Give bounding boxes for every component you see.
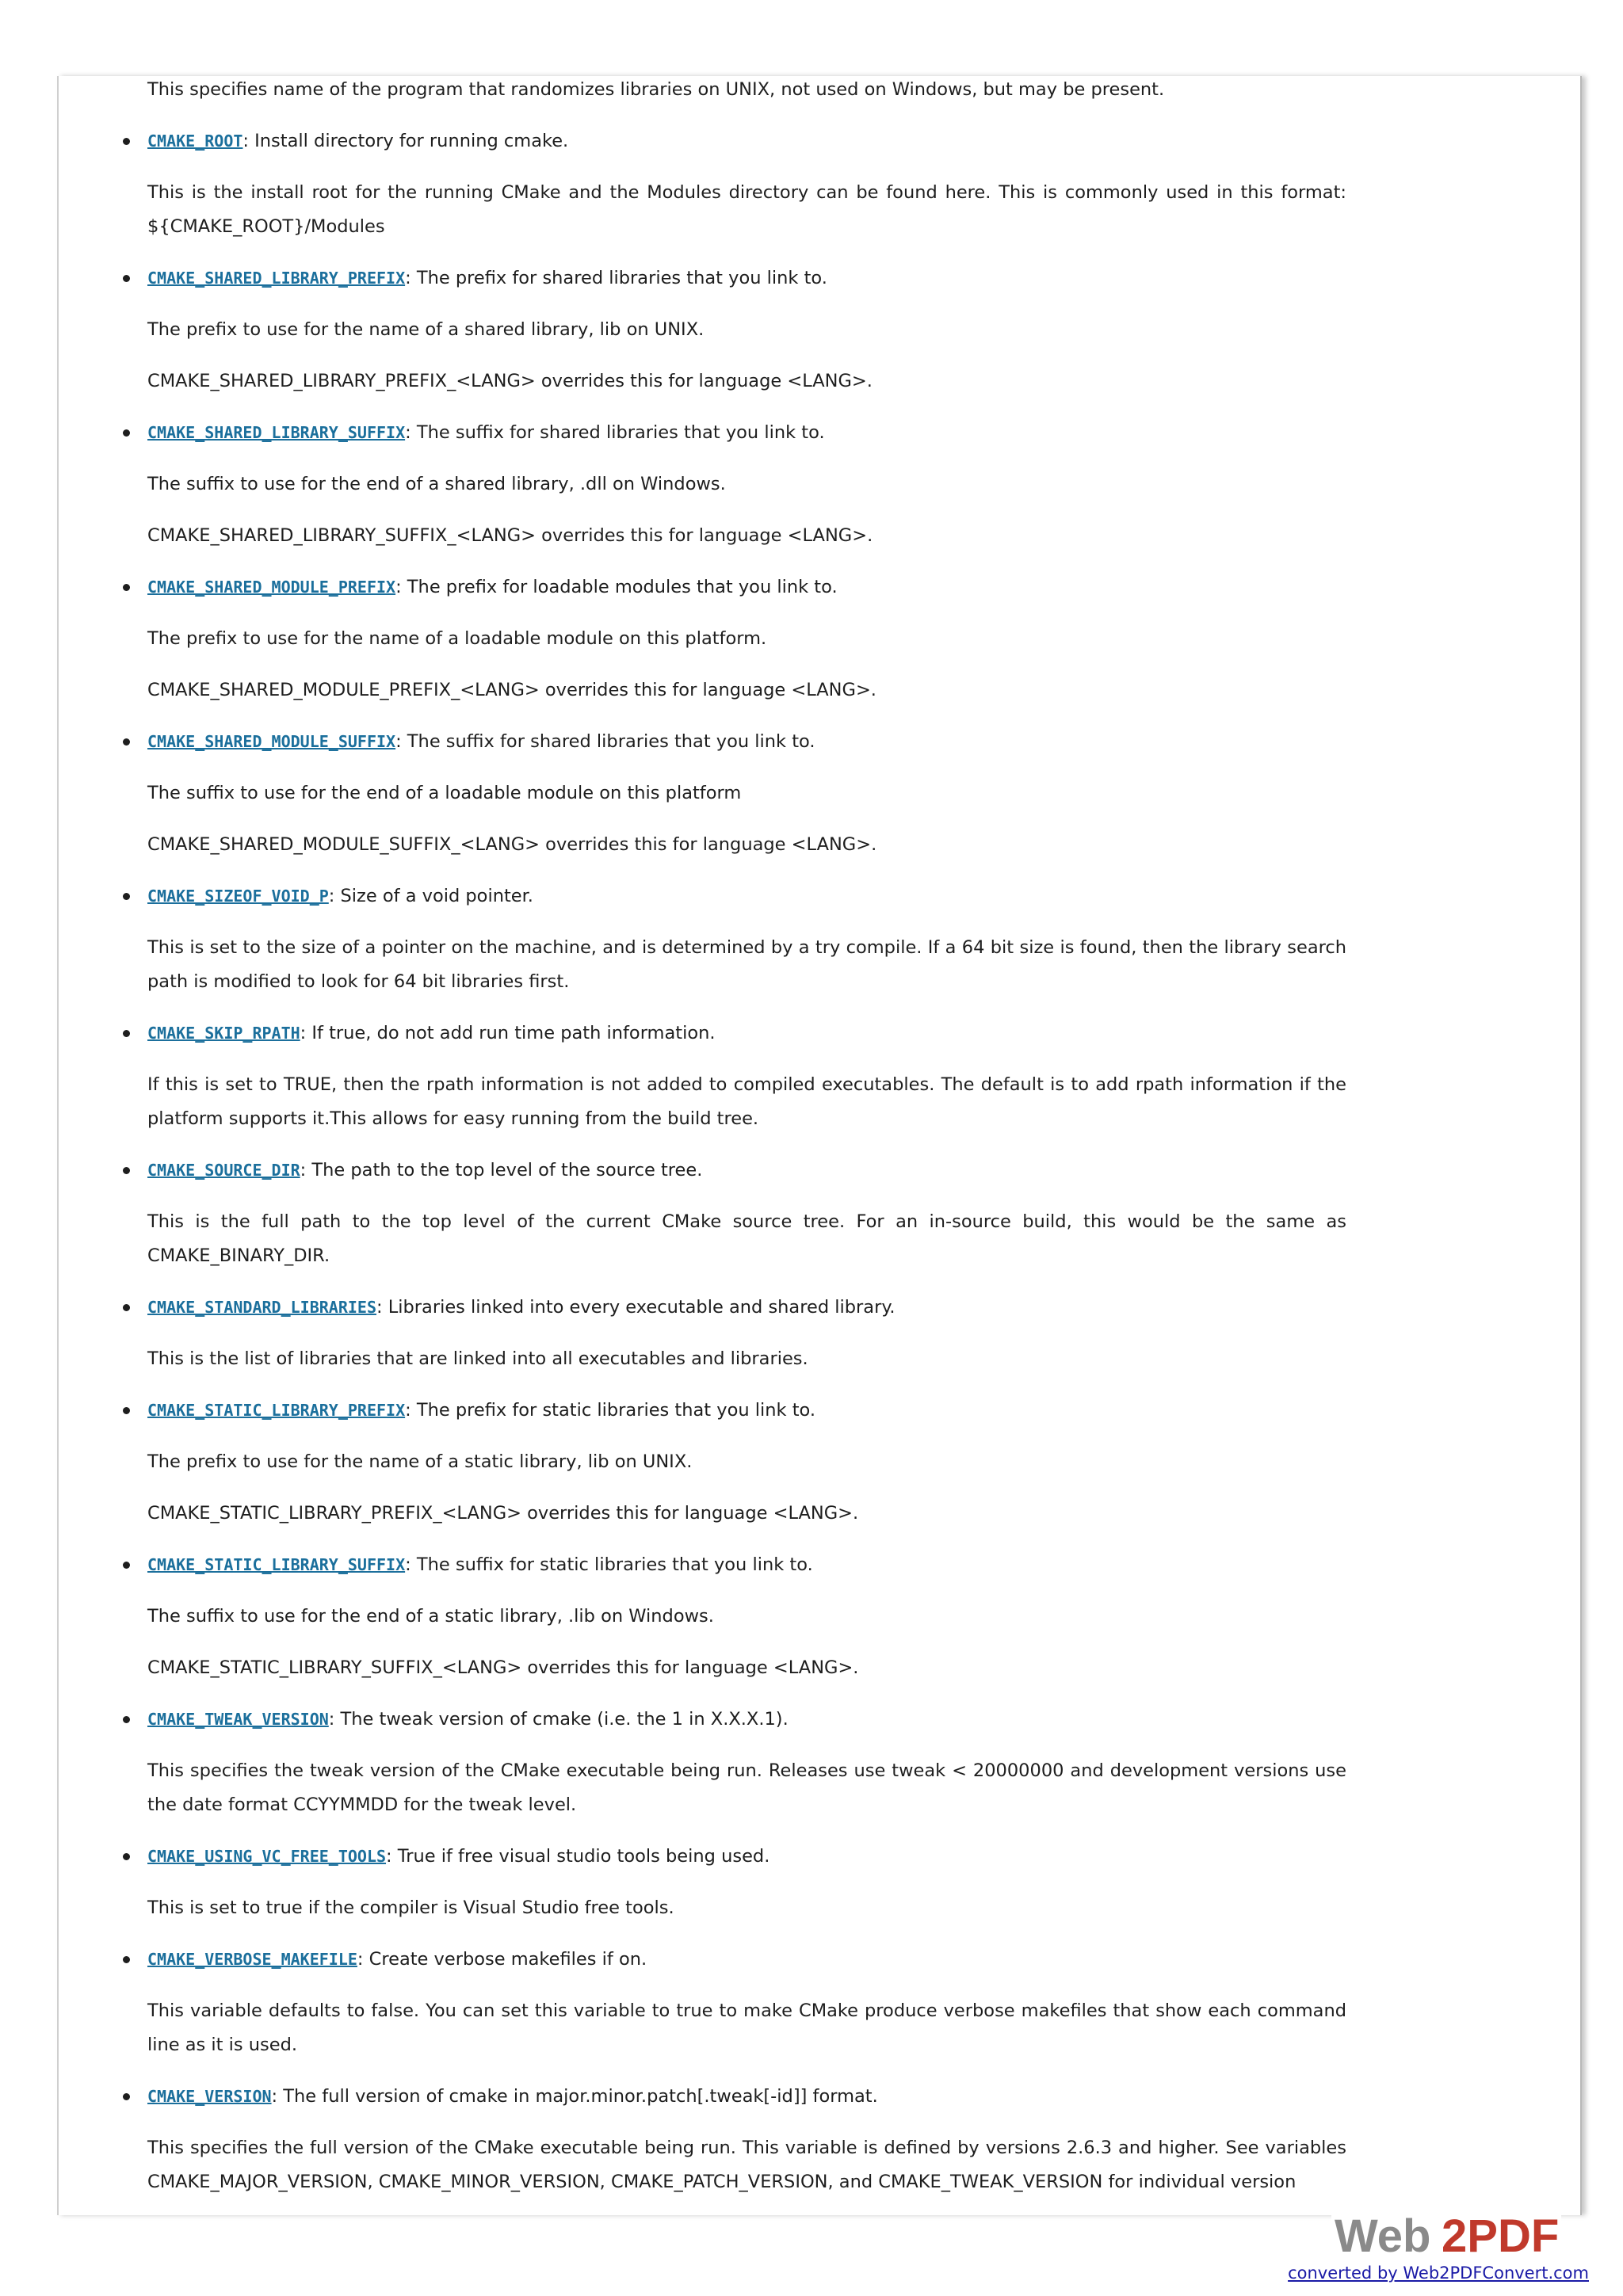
bullet-icon [123, 275, 130, 282]
variable-entry [147, 1840, 1346, 1925]
bullet-icon [123, 1562, 130, 1569]
variable-description: CMAKE_STATIC_LIBRARY_SUFFIX_<LANG> overrides this for language <LANG>. [147, 1657, 859, 1678]
variable-summary: : The tweak version of cmake (i.e. the 1 in X.X.X.1). [328, 1709, 789, 1730]
variable-entry [147, 416, 1346, 553]
variable-summary: : The full version of cmake in major.minor.patch[.tweak[-id]] format. [271, 2086, 878, 2107]
variable-summary: : Install directory for running cmake. [242, 131, 569, 151]
bullet-icon [123, 1167, 130, 1174]
variable-entry [147, 1394, 1346, 1531]
variable-heading [147, 1548, 1346, 1582]
variable-entry [147, 1703, 1346, 1822]
variable-heading [147, 124, 1346, 158]
variable-name-link[interactable]: CMAKE_VERBOSE_MAKEFILE [147, 1950, 357, 1969]
variable-name-link[interactable]: CMAKE_STANDARD_LIBRARIES [147, 1298, 376, 1317]
variable-summary: : The suffix for static libraries that you link to. [405, 1554, 813, 1575]
variable-description: This specifies the tweak version of the CMake executable being run. Releases use tweak < 20000000 and development versions use the date format CCYYMMDD for the tweak level. [147, 1760, 1346, 1815]
variable-name-link[interactable]: CMAKE_SHARED_LIBRARY_PREFIX [147, 269, 406, 288]
bullet-icon [123, 1030, 130, 1037]
variable-entry [147, 1943, 1346, 2062]
variable-heading [147, 261, 1346, 296]
bullet-icon [123, 738, 130, 746]
variable-summary: : Libraries linked into every executable and shared library. [376, 1297, 896, 1318]
bullet-icon [123, 893, 130, 900]
variable-description: This variable defaults to false. You can set this variable to true to make CMake produce verbose makefiles that show each command line as it is used. [147, 2000, 1346, 2055]
variable-description: The prefix to use for the name of a shared library, lib on UNIX. [147, 319, 705, 340]
variable-name-link[interactable]: CMAKE_STATIC_LIBRARY_SUFFIX [147, 1555, 406, 1574]
variable-description: This is set to true if the compiler is Visual Studio free tools. [147, 1897, 674, 1918]
variable-description: This is the install root for the running CMake and the Modules directory can be found here. This is commonly used in this format: ${CMAKE_ROOT}/Modules [147, 182, 1346, 237]
variable-description: The prefix to use for the name of a static library, lib on UNIX. [147, 1451, 693, 1472]
bullet-icon [123, 584, 130, 591]
variable-heading [147, 725, 1346, 759]
variable-name-link[interactable]: CMAKE_SHARED_MODULE_SUFFIX [147, 732, 396, 751]
bullet-icon [123, 1956, 130, 1963]
variable-description: CMAKE_SHARED_LIBRARY_SUFFIX_<LANG> overrides this for language <LANG>. [147, 525, 873, 546]
variable-summary: : If true, do not add run time path information. [300, 1023, 716, 1043]
variable-description: The prefix to use for the name of a loadable module on this platform. [147, 628, 767, 649]
bullet-icon [123, 429, 130, 437]
variable-summary: : The suffix for shared libraries that you link to. [395, 731, 815, 752]
web2pdf-logo-image [1331, 2214, 1561, 2256]
bullet-icon [123, 138, 130, 145]
variable-summary: : The prefix for shared libraries that you link to. [405, 268, 827, 288]
variable-description: This is the full path to the top level of the current CMake source tree. For an in-source build, this would be the same as CMAKE_BINARY_DIR. [147, 1211, 1346, 1266]
variable-heading [147, 1943, 1346, 1977]
variable-description: The suffix to use for the end of a shared library, .dll on Windows. [147, 474, 726, 494]
variable-heading [147, 416, 1346, 450]
variable-summary: : The suffix for shared libraries that you link to. [405, 422, 825, 443]
bullet-icon [123, 1407, 130, 1414]
logo-2pdf: 2PDF [1442, 2214, 1560, 2256]
variable-name-link[interactable]: CMAKE_ROOT [147, 132, 243, 151]
variable-entry [147, 1548, 1346, 1685]
bullet-icon [123, 1853, 130, 1860]
variable-name-link[interactable]: CMAKE_USING_VC_FREE_TOOLS [147, 1847, 387, 1866]
variable-entry [147, 725, 1346, 862]
variable-entry [147, 1154, 1346, 1273]
variable-description: This specifies the full version of the CMake executable being run. This variable is defined by versions 2.6.3 and higher. See variables CMAKE_MAJOR_VERSION, CMAKE_MINOR_VERSION, CMAKE_PATCH_VERSION, and CMAKE_TWEAK_VERSION for individual version [147, 2138, 1346, 2192]
variable-description: The suffix to use for the end of a loadable module on this platform [147, 783, 742, 803]
variable-summary: : The prefix for static libraries that you link to. [405, 1400, 816, 1421]
variable-heading [147, 1154, 1346, 1188]
variable-entry [147, 570, 1346, 707]
variable-entry [147, 2080, 1346, 2199]
document-content [147, 73, 1346, 2217]
variable-description: The suffix to use for the end of a static library, .lib on Windows. [147, 1606, 714, 1627]
variable-name-link[interactable]: CMAKE_SKIP_RPATH [147, 1024, 300, 1043]
variable-name-link[interactable]: CMAKE_SOURCE_DIR [147, 1161, 300, 1180]
variable-summary: : True if free visual studio tools being used. [386, 1846, 770, 1867]
variable-name-link[interactable]: CMAKE_STATIC_LIBRARY_PREFIX [147, 1401, 406, 1420]
bullet-icon [123, 1304, 130, 1311]
variable-summary: : The prefix for loadable modules that you link to. [395, 577, 838, 597]
variable-summary: : The path to the top level of the source tree. [300, 1160, 703, 1180]
variable-description: This is the list of libraries that are linked into all executables and libraries. [147, 1348, 808, 1369]
variable-description: If this is set to TRUE, then the rpath information is not added to compiled executables. The default is to add rpath information if the platform supports it.This allows for easy running from the build tree. [147, 1074, 1346, 1129]
logo-web: Web [1335, 2214, 1431, 2256]
variable-heading [147, 2080, 1346, 2114]
bullet-icon [123, 1716, 130, 1723]
variable-name-link[interactable]: CMAKE_SIZEOF_VOID_P [147, 887, 329, 906]
variable-description: CMAKE_SHARED_LIBRARY_PREFIX_<LANG> overrides this for language <LANG>. [147, 371, 873, 391]
intro-paragraph: This specifies name of the program that randomizes libraries on UNIX, not used on Windows, but may be present. [147, 79, 1165, 100]
variable-summary: : Create verbose makefiles if on. [357, 1949, 647, 1970]
variable-entry [147, 1291, 1346, 1376]
variable-description: CMAKE_STATIC_LIBRARY_PREFIX_<LANG> overrides this for language <LANG>. [147, 1503, 859, 1524]
variable-name-link[interactable]: CMAKE_VERSION [147, 2087, 272, 2106]
variable-entry [147, 879, 1346, 999]
variable-list [147, 124, 1346, 2199]
variable-entry [147, 1016, 1346, 1136]
variable-heading [147, 1840, 1346, 1874]
variable-heading [147, 1016, 1346, 1051]
variable-name-link[interactable]: CMAKE_SHARED_MODULE_PREFIX [147, 578, 396, 597]
variable-entry [147, 261, 1346, 399]
variable-heading [147, 570, 1346, 605]
variable-heading [147, 1703, 1346, 1737]
bullet-icon [123, 2093, 130, 2100]
variable-entry [147, 124, 1346, 244]
converted-by-link[interactable]: converted by Web2PDFConvert.com [1288, 2264, 1589, 2283]
variable-description: CMAKE_SHARED_MODULE_SUFFIX_<LANG> overrides this for language <LANG>. [147, 834, 877, 855]
variable-heading [147, 1291, 1346, 1325]
web2pdf-logo [1331, 2214, 1561, 2256]
variable-description: CMAKE_SHARED_MODULE_PREFIX_<LANG> overrides this for language <LANG>. [147, 680, 876, 700]
variable-heading [147, 879, 1346, 913]
variable-description: This is set to the size of a pointer on the machine, and is determined by a try compile. If a 64 bit size is found, then the library search path is modified to look for 64 bit libraries first. [147, 937, 1346, 992]
variable-heading [147, 1394, 1346, 1428]
variable-name-link[interactable]: CMAKE_TWEAK_VERSION [147, 1710, 329, 1729]
variable-summary: : Size of a void pointer. [328, 886, 533, 906]
variable-name-link[interactable]: CMAKE_SHARED_LIBRARY_SUFFIX [147, 423, 406, 442]
